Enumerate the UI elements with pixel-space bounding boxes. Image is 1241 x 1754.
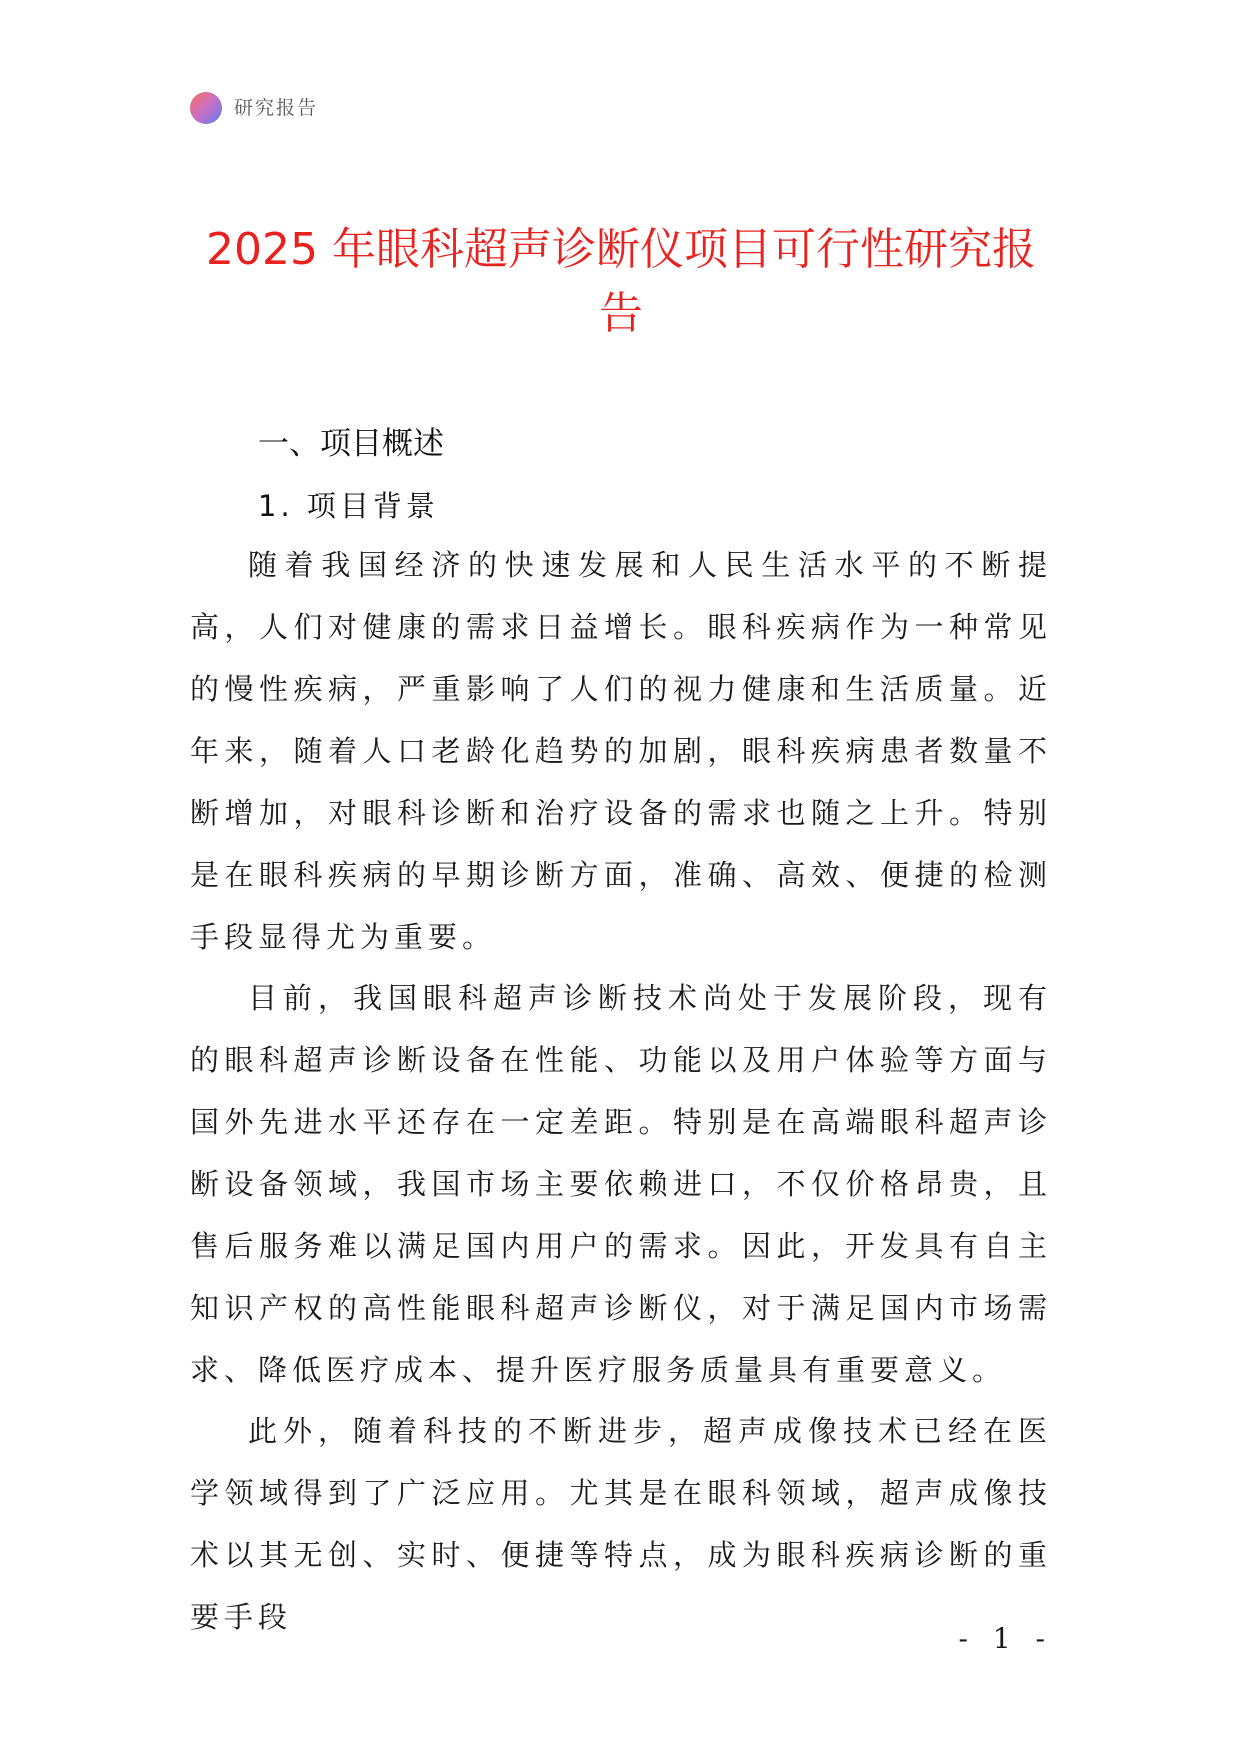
body-paragraph: 此外，随着科技的不断进步，超声成像技术已经在医学领域得到了广泛应用。尤其是在眼科领域，超声成像技术以其无创、实时、便捷等特点，成为眼科疾病诊断的重要手段 [190, 1414, 1052, 1634]
section-heading: 一、项目概述 [258, 426, 444, 462]
header-label: 研究报告 [234, 97, 319, 119]
body-paragraph: 目前，我国眼科超声诊断技术尚处于发展阶段，现有的眼科超声诊断设备在性能、功能以及用户体验等方面与国外先进水平还存在一定差距。特别是在高端眼科超声诊断设备领域，我国市场主要依赖进口，不仅价格昂贵，且售后服务难以满足国内用户的需求。因此，开发具有自主知识产权的高性能眼科超声诊断仪，对于满足国内市场需求、降低医疗成本、提升医疗服务质量具有重要意义。 [190, 981, 1052, 1387]
page-number: - 1 - [958, 1622, 1053, 1655]
document-title: 2025 年眼科超声诊断仪项目可行性研究报告 [206, 224, 1036, 339]
subsection-heading: 1. 项目背景 [258, 489, 439, 523]
report-logo-icon [190, 92, 222, 124]
body-paragraph: 随着我国经济的快速发展和人民生活水平的不断提高，人们对健康的需求日益增长。眼科疾病作为一种常见的慢性疾病，严重影响了人们的视力健康和生活质量。近年来，随着人口老龄化趋势的加剧，眼科疾病患者数量不断增加，对眼科诊断和治疗设备的需求也随之上升。特别是在眼科疾病的早期诊断方面，准确、高效、便捷的检测手段显得尤为重要。 [190, 548, 1052, 954]
